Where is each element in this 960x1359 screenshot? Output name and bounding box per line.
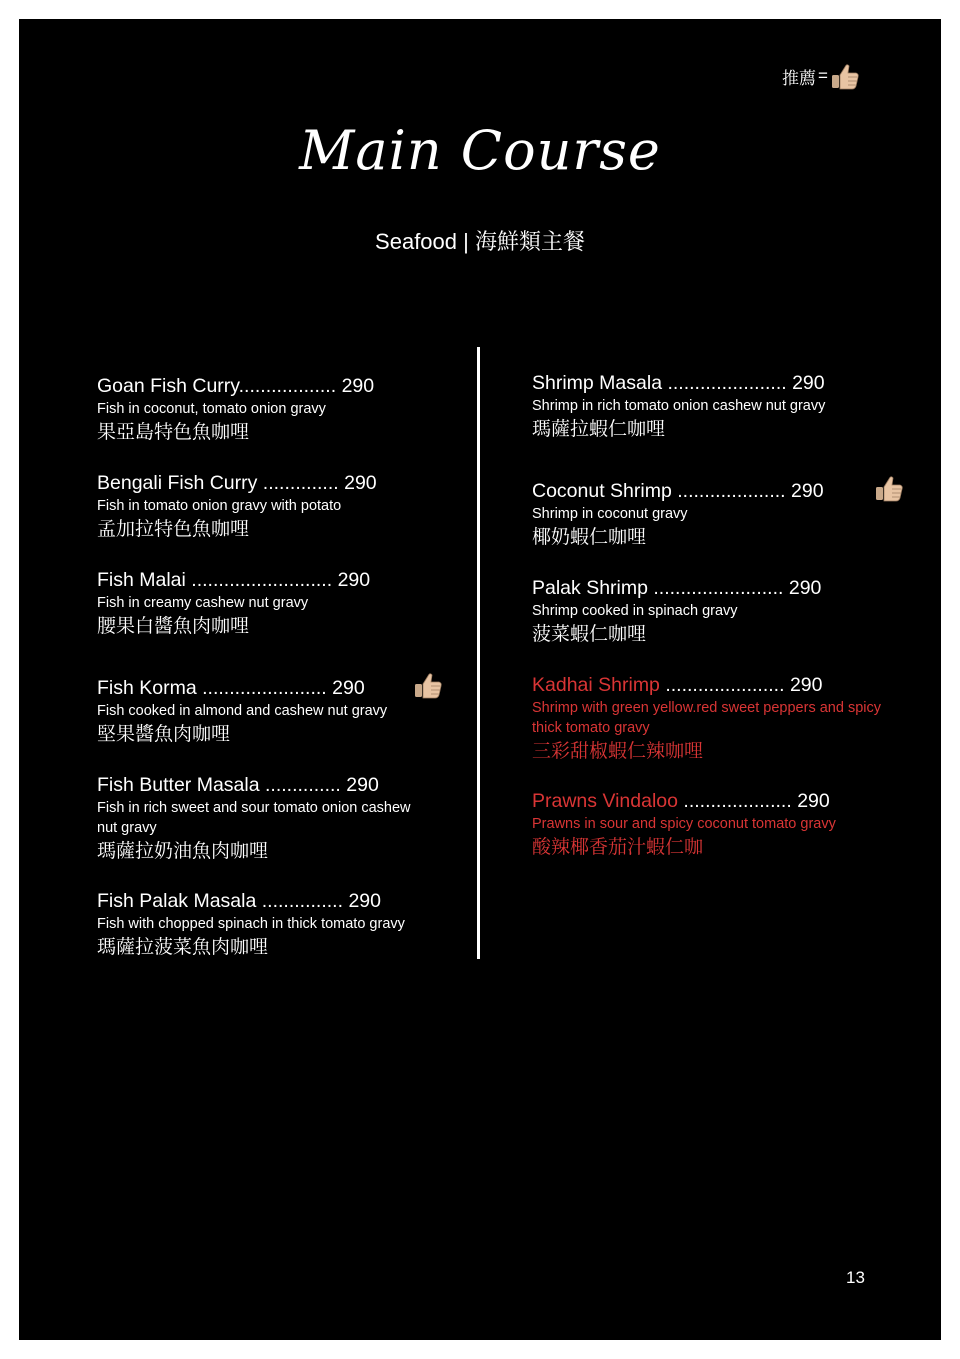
menu-item — [97, 374, 457, 445]
item-chinese-name: 果亞島特色魚咖哩 — [97, 421, 250, 443]
item-dots: ........................ — [647, 577, 784, 599]
column-divider — [477, 347, 480, 959]
menu-item — [532, 479, 892, 550]
item-name: Fish Malai — [97, 569, 186, 591]
menu-item — [97, 889, 457, 960]
item-description: Fish in rich sweet and sour tomato onion cashew nut gravy — [97, 800, 411, 836]
menu-page — [19, 19, 941, 1340]
item-price: 290 — [344, 472, 377, 494]
item-description: Fish in coconut, tomato onion gravy — [97, 401, 326, 417]
menu-item — [532, 576, 892, 647]
item-price: 290 — [332, 677, 365, 699]
item-description: Prawns in sour and spicy coconut tomato gravy — [532, 816, 836, 832]
menu-item — [97, 471, 457, 542]
item-chinese-name: 腰果白醬魚肉咖哩 — [97, 615, 250, 637]
section-subtitle: Seafood | 海鮮類主餐 — [375, 229, 585, 254]
thumbs-up-icon — [413, 670, 443, 700]
thumbs-up-icon — [874, 473, 904, 503]
menu-item-highlighted — [532, 789, 892, 860]
item-dots: .............. — [257, 472, 339, 494]
item-description: Shrimp cooked in spinach gravy — [532, 603, 738, 619]
item-chinese-name: 瑪薩拉蝦仁咖哩 — [532, 418, 666, 440]
item-price: 290 — [792, 372, 825, 394]
item-name: Fish Korma — [97, 677, 197, 699]
item-name: Coconut Shrimp — [532, 480, 672, 502]
item-dots: ............... — [256, 890, 344, 912]
item-name: Shrimp Masala — [532, 372, 663, 394]
page-number: 13 — [846, 1268, 865, 1287]
legend-equals: = — [818, 66, 828, 85]
item-description: Fish in tomato onion gravy with potato — [97, 498, 342, 514]
item-price: 290 — [341, 375, 375, 397]
item-dots: .......................... — [185, 569, 333, 591]
item-dots: ...................... — [659, 674, 785, 696]
item-name: Fish Butter Masala — [97, 774, 260, 796]
menu-item — [532, 371, 892, 442]
item-price: 290 — [791, 480, 824, 502]
item-name: Goan Fish Curry — [97, 375, 239, 397]
item-name: Fish Palak Masala — [97, 890, 257, 912]
item-dots: ....................... — [196, 677, 327, 699]
item-dots: ...................... — [662, 372, 787, 394]
item-dots: .............. — [259, 774, 341, 796]
item-dots: .................... — [677, 790, 792, 812]
item-description: Shrimp with green yellow.red sweet peppers and spicy thick tomato gravy — [532, 700, 881, 736]
item-price: 290 — [789, 674, 823, 696]
menu-item — [97, 568, 457, 639]
item-name: Kadhai Shrimp — [532, 674, 660, 696]
thumbs-up-icon — [830, 61, 860, 91]
item-chinese-name: 三彩甜椒蝦仁辣咖哩 — [532, 740, 704, 762]
item-price: 290 — [348, 890, 381, 912]
item-description: Fish with chopped spinach in thick tomato gravy — [97, 916, 405, 932]
page-title: Main Course — [299, 119, 661, 182]
menu-item — [97, 676, 457, 747]
item-chinese-name: 酸辣椰香茄汁蝦仁咖 — [532, 836, 704, 858]
menu-item — [97, 773, 417, 864]
item-price: 290 — [797, 790, 830, 812]
item-description: Fish cooked in almond and cashew nut gravy — [97, 703, 388, 719]
recommend-legend — [782, 61, 860, 91]
item-name: Bengali Fish Curry — [97, 472, 258, 494]
item-price: 290 — [337, 569, 371, 591]
item-chinese-name: 菠菜蝦仁咖哩 — [532, 623, 647, 645]
item-price: 290 — [346, 774, 379, 796]
item-chinese-name: 椰奶蝦仁咖哩 — [532, 526, 647, 548]
legend-label: 推薦 — [782, 68, 816, 88]
item-name: Prawns Vindaloo — [532, 790, 678, 812]
item-chinese-name: 孟加拉特色魚咖哩 — [97, 518, 250, 540]
item-description: Shrimp in coconut gravy — [532, 506, 688, 522]
item-dots: .................... — [671, 480, 786, 502]
item-chinese-name: 瑪薩拉奶油魚肉咖哩 — [97, 840, 269, 862]
item-name: Palak Shrimp — [532, 577, 648, 599]
menu-item-highlighted — [532, 673, 892, 764]
item-dots: .................. — [238, 375, 337, 397]
item-chinese-name: 堅果醬魚肉咖哩 — [97, 723, 231, 745]
item-description: Fish in creamy cashew nut gravy — [97, 595, 309, 611]
item-price: 290 — [788, 577, 822, 599]
item-chinese-name: 瑪薩拉菠菜魚肉咖哩 — [97, 936, 269, 958]
item-description: Shrimp in rich tomato onion cashew nut gravy — [532, 398, 826, 414]
